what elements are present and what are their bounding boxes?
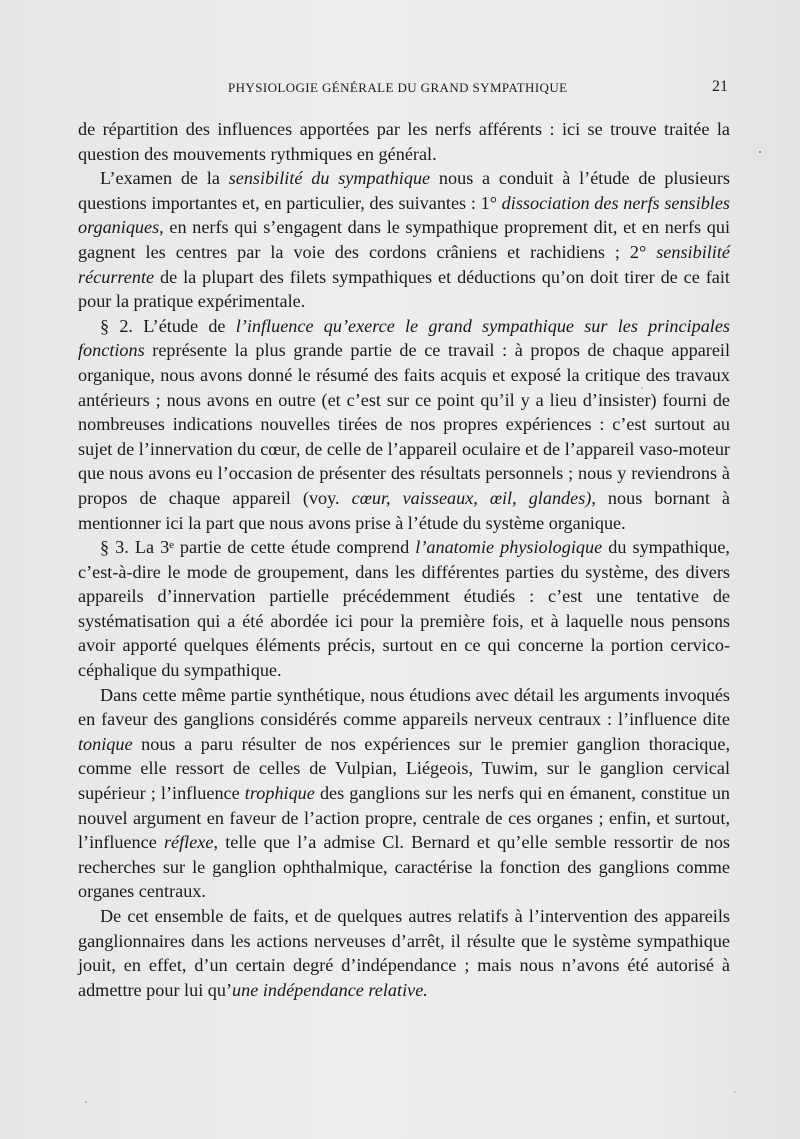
p4-italic-1: l’anatomie physiologique [415, 537, 603, 558]
running-head [78, 80, 728, 100]
p2-italic-3: sensibilité récurrente [78, 241, 730, 287]
p4-text-2: du sympathique, c’est-à-dire le mode de groupement, dans les différentes parties du système, des divers appareils d’innervation partielle précédemment étudiés : c’est une tentative de systématisation qui a été abordée ici pour la première fois, et à laquelle nous pensons avoir apporté quelques éléments précis, surtout en ce qui concerne la portion cervico-céphalique du sympathique. [78, 537, 730, 681]
running-title: PHYSIOLOGIE GÉNÉRALE DU GRAND SYMPATHIQUE [228, 80, 568, 95]
p5-text-2: nous a paru résulter de nos expériences sur le premier ganglion thoracique, comme elle ressort de celles de Vulpian, Liégeois, Tuwim, sur le ganglion cervical supérieur ; l’influence [78, 733, 730, 804]
p3-text-1: § 2. L’étude de [100, 315, 236, 336]
paragraph-1-text: de répartition des influences apportées par les nerfs afférents : ici se trouve traitée la question des mouvements rythmiques en général. [78, 119, 730, 164]
p3-italic-2: cœur, vaisseaux, œil, glandes) [351, 487, 592, 508]
paragraph-6 [78, 904, 730, 1002]
p5-text-4: , telle que l’a admise Cl. Bernard et qu’elle semble ressortir de nos recherches sur le ganglion ophthalmique, caractérise la fonction des ganglions comme organes centraux. [78, 832, 730, 902]
p2-text-2: nous a conduit à l’étude de plusieurs questions importantes et, en particulier, des suivantes : 1° [78, 168, 730, 213]
p2-text-3: , en nerfs qui s’engagent dans le sympathique proprement dit, et en nerfs qui gagnent les centres par la voie des cordons crâniens et rachidiens ; 2° [78, 217, 730, 262]
speck [734, 1091, 735, 1092]
speck [85, 1101, 87, 1103]
p2-italic-2: dissociation des nerfs sensibles organiques [78, 192, 730, 238]
p6-italic-1: une indépendance relative. [232, 979, 428, 1000]
page-number: 21 [712, 78, 728, 95]
p2-text-1: L’examen de la [100, 168, 229, 189]
paragraph-5 [78, 683, 730, 904]
paragraph-1 [78, 117, 730, 166]
p2-text-4: de la plupart des filets sympathiques et déductions qu’on doit tirer de ce fait pour la pratique expérimentale. [78, 266, 730, 312]
p5-italic-3: réflexe [163, 832, 214, 853]
speck [759, 151, 761, 153]
paragraph-3 [78, 314, 730, 535]
p5-italic-2: trophique [244, 783, 315, 804]
p3-text-2: représente la plus grande partie de ce travail : à propos de chaque appareil organique, nous avons donné le résumé des faits acquis et exposé la critique des travaux antérieurs ; nous avons en outre (et c’est sur ce point qu’il y a lieu d’insister) fourni de nombreuses indications nouvelles tirées de nos propres expériences : c’est surtout au sujet de l’innervation du cœur, de celle de l’appareil oculaire et de l’appareil vaso-moteur que nous avons eu l’occasion de présenter des résultats personnels ; nous y reviendrons à propos de chaque appareil (voy. [78, 340, 730, 508]
p5-text-1: Dans cette même partie synthétique, nous étudions avec détail les arguments invoqués en faveur des ganglions considérés comme appareils nerveux centraux : l’influence dite [78, 684, 730, 730]
p4-text-1: § 3. La 3ᵉ partie de cette étude comprend [100, 537, 416, 558]
paragraph-2 [78, 166, 730, 314]
p6-text-1: De cet ensemble de faits, et de quelques autres relatifs à l’intervention des appareils ganglionnaires dans les actions nerveuses d’arrêt, il résulte que le système sympathique jouit, en effet, d’un certain degré d’indépendance ; mais nous n’avons été autorisé à admettre pour lui qu’ [78, 906, 730, 1000]
p3-text-3: , nous bornant à mentionner ici la part que nous avons prise à l’étude du système organique. [78, 487, 730, 533]
paragraph-4 [78, 535, 730, 683]
p2-italic-1: sensibilité du sympathique [228, 168, 431, 189]
p5-italic-1: tonique [78, 733, 133, 754]
p3-italic-1: l’influence qu’exerce le grand sympathique sur les principales fonctions [78, 315, 730, 361]
p5-text-3: des ganglions sur les nerfs qui en émanent, constitue un nouvel argument en faveur de l’action propre, centrale de ces organes ; enfin, et surtout, l’influence [78, 783, 731, 853]
body-text [78, 117, 730, 1002]
